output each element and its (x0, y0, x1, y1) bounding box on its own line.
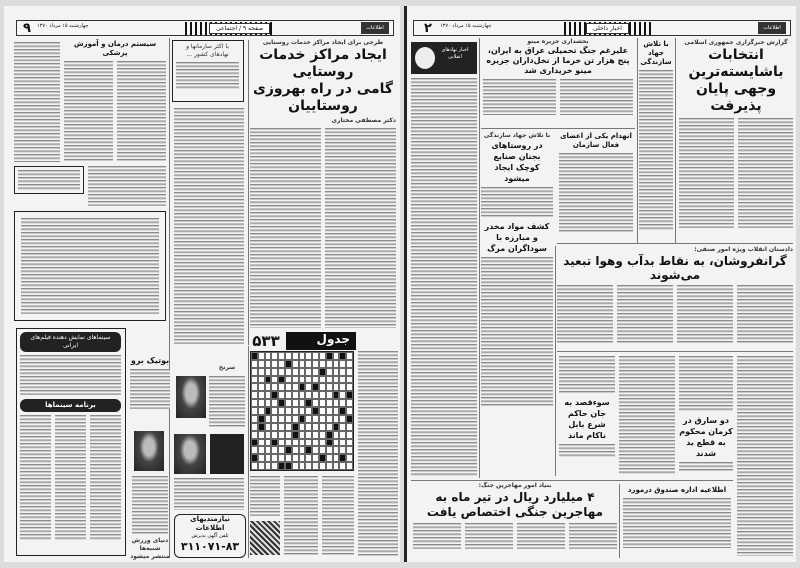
crossword-cell[interactable] (278, 415, 285, 423)
crossword-cell[interactable] (319, 391, 326, 399)
crossword-cell[interactable] (292, 454, 299, 462)
crossword-cell[interactable] (271, 415, 278, 423)
crossword-cell[interactable] (346, 415, 353, 423)
crossword-cell[interactable] (333, 446, 340, 454)
crossword-cell[interactable] (319, 352, 326, 360)
crossword-cell[interactable] (251, 431, 258, 439)
crossword-cell[interactable] (319, 407, 326, 415)
crossword-cell[interactable] (299, 407, 306, 415)
crossword-cell[interactable] (265, 439, 272, 447)
villages-story-headline: در روستاهای بجنان صنایع کوچک ایجاد میشود (491, 141, 543, 183)
crossword-cell[interactable] (292, 462, 299, 470)
price-story-headline: گرانفروشان، به نقاط بدآب وهوا تبعید می‌شوند (563, 254, 787, 282)
crossword-cell[interactable] (305, 391, 312, 399)
left-newspaper-page (4, 6, 400, 562)
crossword-cell[interactable] (299, 454, 306, 462)
crossword-cell[interactable] (312, 360, 319, 368)
crossword-cell[interactable] (305, 360, 312, 368)
lead-headline-1: انتخابات باشایسته‌ترین (688, 47, 784, 80)
crossword-cell[interactable] (278, 454, 285, 462)
date-line: چهارشنبه ۱۵ مرداد ۱۳۷۰ (37, 23, 89, 29)
crossword-cell[interactable] (278, 431, 285, 439)
crossword-cell[interactable] (333, 431, 340, 439)
crossword-cell[interactable] (278, 407, 285, 415)
crossword-cell[interactable] (326, 431, 333, 439)
crossword-cell[interactable] (346, 352, 353, 360)
crossword-cell[interactable] (271, 360, 278, 368)
crossword-cell[interactable] (265, 454, 272, 462)
crossword-cell[interactable] (285, 407, 292, 415)
crossword-cell[interactable] (346, 407, 353, 415)
crossword-title: جدول (286, 332, 356, 350)
crossword-cell[interactable] (265, 368, 272, 376)
photos-caption: سرنخ (218, 364, 236, 371)
crossword-cell[interactable] (271, 431, 278, 439)
crossword-cell[interactable] (312, 454, 319, 462)
crossword-cell[interactable] (278, 462, 285, 470)
lead-article-text (325, 128, 396, 328)
crossword-cell[interactable] (292, 446, 299, 454)
section-label: صفحه ۹ / اجتماعی (209, 23, 270, 34)
crossword-cell[interactable] (319, 431, 326, 439)
crossword-cell[interactable] (258, 368, 265, 376)
crossword-cell[interactable] (265, 462, 272, 470)
crossword-cell[interactable] (333, 423, 340, 431)
crossword-cell[interactable] (285, 446, 292, 454)
crossword-cell[interactable] (339, 454, 346, 462)
emblem-icon (415, 47, 435, 69)
crossword-cell[interactable] (299, 376, 306, 384)
sports-note: دنیای ورزش شنبه‌ها منتشر میشود (130, 537, 170, 560)
crossword-cell[interactable] (319, 415, 326, 423)
crossword-cell[interactable] (312, 415, 319, 423)
crossword-cell[interactable] (319, 399, 326, 407)
crossword-cell[interactable] (305, 439, 312, 447)
crossword-cell[interactable] (292, 383, 299, 391)
crossword-cell[interactable] (346, 360, 353, 368)
crossword-cell[interactable] (346, 376, 353, 384)
crossword-cell[interactable] (305, 399, 312, 407)
crossword-cell[interactable] (271, 462, 278, 470)
crossword-cell[interactable] (278, 446, 285, 454)
crossword-cell[interactable] (326, 446, 333, 454)
crossword-cell[interactable] (265, 423, 272, 431)
crossword-cell[interactable] (319, 423, 326, 431)
crossword-cell[interactable] (339, 360, 346, 368)
crossword-cell[interactable] (326, 423, 333, 431)
dates-story-headline: علیرغم جنگ تحمیلی عراق به ایران، پنج هزار تن خرما از نخل‌داران جزیره مینو خریداری شد (486, 46, 630, 75)
crossword-cell[interactable] (339, 376, 346, 384)
crossword-cell[interactable] (333, 399, 340, 407)
crossword-cell[interactable] (339, 399, 346, 407)
crossword-cell[interactable] (271, 376, 278, 384)
crossword-cell[interactable] (271, 454, 278, 462)
crossword-cell[interactable] (251, 415, 258, 423)
section-label: اخبار داخلی (586, 23, 629, 34)
column-headline: سیستم درمان و آموزش پزشکی (73, 40, 157, 57)
crossword-cell[interactable] (299, 391, 306, 399)
crossword-cell[interactable] (292, 391, 299, 399)
crossword-cell[interactable] (285, 431, 292, 439)
crossword-cell[interactable] (278, 391, 285, 399)
crossword-cell[interactable] (299, 352, 306, 360)
crossword-cell[interactable] (326, 399, 333, 407)
crossword-cell[interactable] (305, 352, 312, 360)
crossword-cell[interactable] (271, 439, 278, 447)
crossword-cell[interactable] (326, 391, 333, 399)
crossword-cell[interactable] (312, 368, 319, 376)
crossword-cell[interactable] (265, 399, 272, 407)
crossword-cell[interactable] (312, 352, 319, 360)
lead-headline-2: گامی در راه بهروزی روستاییان (252, 81, 394, 114)
crossword-cell[interactable] (326, 454, 333, 462)
crossword-cell[interactable] (326, 407, 333, 415)
revolutionary-bodies-logo-box: اخبار نهادهای انقلابی (411, 42, 477, 74)
crossword-cell[interactable] (258, 462, 265, 470)
byline: دکتر مصطفی مختاری (331, 117, 396, 124)
crossword-cell[interactable] (339, 431, 346, 439)
crossword-cell[interactable] (339, 423, 346, 431)
crossword-cell[interactable] (271, 368, 278, 376)
crossword-cell[interactable] (305, 407, 312, 415)
crossword-cell[interactable] (278, 399, 285, 407)
arrest-story-headline: انهدام یکی از اعضای فعال سازمان (560, 132, 632, 149)
crossword-cell[interactable] (299, 439, 306, 447)
crossword-cell[interactable] (292, 399, 299, 407)
portrait-photo (210, 434, 244, 474)
crossword-cell[interactable] (258, 352, 265, 360)
crossword-cell[interactable] (251, 423, 258, 431)
crossword-cell[interactable] (346, 431, 353, 439)
crossword-cell[interactable] (346, 439, 353, 447)
crossword-cell[interactable] (326, 462, 333, 470)
crossword-cell[interactable] (333, 383, 340, 391)
lead-kicker: طرحی برای ایجاد مراکز خدمات روستایی (262, 39, 384, 46)
crossword-cell[interactable] (265, 415, 272, 423)
crossword-cell[interactable] (305, 368, 312, 376)
crossword-cell[interactable] (285, 383, 292, 391)
crossword-cell[interactable] (258, 407, 265, 415)
notice-box (14, 166, 84, 194)
crossword-cell[interactable] (319, 376, 326, 384)
crossword-cell[interactable] (265, 360, 272, 368)
crossword-cell[interactable] (326, 383, 333, 391)
page-header (16, 20, 394, 36)
side-brief-headline: با تلاش جهاد سازندگی (640, 40, 672, 66)
arrest-story (559, 132, 633, 233)
page-number: ۹ (23, 21, 31, 36)
crossword-cell[interactable] (258, 399, 265, 407)
assassination-story-headline: سوءقصد به جان حاکم شرع بابل ناکام ماند (564, 398, 610, 440)
crossword-cell[interactable] (258, 376, 265, 384)
crossword-cell[interactable] (339, 439, 346, 447)
crossword-cell[interactable] (333, 360, 340, 368)
crossword-cell[interactable] (299, 368, 306, 376)
crossword-cell[interactable] (319, 462, 326, 470)
crossword-cell[interactable] (339, 383, 346, 391)
crossword-cell[interactable] (312, 399, 319, 407)
boutique-column (130, 356, 170, 409)
crossword-cell[interactable] (251, 462, 258, 470)
crossword-cell[interactable] (258, 423, 265, 431)
crossword-cell[interactable] (299, 360, 306, 368)
crossword-cell[interactable] (305, 446, 312, 454)
crossword-cell[interactable] (339, 462, 346, 470)
crossword-cell[interactable] (258, 391, 265, 399)
crossword-cell[interactable] (312, 376, 319, 384)
crossword-cell[interactable] (265, 407, 272, 415)
crossword-cell[interactable] (265, 446, 272, 454)
crossword-cell[interactable] (292, 376, 299, 384)
crossword-cell[interactable] (333, 407, 340, 415)
crossword-cell[interactable] (305, 454, 312, 462)
crossword-grid[interactable] (250, 351, 354, 471)
crossword-cell[interactable] (333, 368, 340, 376)
page-number: ۲ (424, 21, 432, 36)
crossword-cell[interactable] (326, 376, 333, 384)
portrait-photo (174, 434, 206, 474)
crossword-cell[interactable] (319, 383, 326, 391)
crossword-cell[interactable] (278, 423, 285, 431)
side-brief (639, 40, 673, 230)
crossword-cell[interactable] (326, 439, 333, 447)
crossword-cell[interactable] (292, 439, 299, 447)
crossword-cell[interactable] (305, 415, 312, 423)
crossword-cell[interactable] (278, 376, 285, 384)
crossword-cell[interactable] (319, 368, 326, 376)
crossword-cell[interactable] (285, 439, 292, 447)
right-newspaper-page (404, 6, 796, 562)
crossword-cell[interactable] (292, 423, 299, 431)
crossword-cell[interactable] (285, 391, 292, 399)
classifieds-ad: نیازمندیهای اطلاعات تلفن آگهی پذیرش ۳۱۱۰۷۱-۸۳ (174, 514, 246, 558)
crossword-cell[interactable] (285, 399, 292, 407)
crossword-cell[interactable] (319, 439, 326, 447)
crossword-cell[interactable] (265, 376, 272, 384)
crossword-cell[interactable] (271, 391, 278, 399)
crossword-cell[interactable] (251, 399, 258, 407)
crossword-cell[interactable] (292, 431, 299, 439)
crossword-cell[interactable] (346, 462, 353, 470)
crossword-cell[interactable] (278, 383, 285, 391)
crossword-cell[interactable] (305, 462, 312, 470)
crossword-cell[interactable] (285, 462, 292, 470)
theft-story (679, 356, 733, 472)
newspaper-logo: اطلاعات (361, 22, 389, 34)
crossword-cell[interactable] (251, 368, 258, 376)
crossword-cell[interactable] (346, 446, 353, 454)
crossword-cell[interactable] (265, 352, 272, 360)
condolence-notice (14, 211, 166, 321)
page-header (413, 20, 791, 36)
crossword-cell[interactable] (339, 352, 346, 360)
crossword-cell[interactable] (258, 431, 265, 439)
crossword-cell[interactable] (346, 383, 353, 391)
crossword-cell[interactable] (251, 439, 258, 447)
date-line: چهارشنبه ۱۵ مرداد ۱۳۷۰ (440, 23, 492, 29)
crossword-cell[interactable] (346, 454, 353, 462)
refugees-story-kicker: بنیاد امور مهاجرین جنگ: (478, 482, 552, 489)
crossword-cell[interactable] (251, 446, 258, 454)
crossword-cell[interactable] (326, 368, 333, 376)
crossword-cell[interactable] (299, 383, 306, 391)
crossword-cell[interactable] (312, 439, 319, 447)
crossword-cell[interactable] (258, 454, 265, 462)
crossword-cell[interactable] (285, 376, 292, 384)
crossword-cell[interactable] (339, 415, 346, 423)
crossword-cell[interactable] (333, 454, 340, 462)
crossword-cell[interactable] (265, 383, 272, 391)
crossword-cell[interactable] (271, 423, 278, 431)
price-story-kicker: دادستان انقلاب ویژه امور صنفی: (694, 246, 793, 253)
crossword-cell[interactable] (292, 415, 299, 423)
theft-story-headline: دو سارق در کرمان محکوم به قطع ید شدند (679, 416, 733, 458)
dates-story (483, 38, 633, 115)
crossword-cell[interactable] (251, 376, 258, 384)
crossword-cell[interactable] (319, 454, 326, 462)
crossword-cell[interactable] (251, 407, 258, 415)
lead-headline-2: وجهی پایان پذیرفت (695, 81, 777, 114)
crossword-cell[interactable] (339, 391, 346, 399)
refugees-story (413, 482, 617, 549)
fund-story (623, 486, 731, 548)
crossword-cell[interactable] (278, 360, 285, 368)
crossword-cell[interactable] (312, 462, 319, 470)
crossword-cell[interactable] (299, 446, 306, 454)
crossword-cell[interactable] (258, 415, 265, 423)
lead-kicker: گزارش خبرگزاری جمهوری اسلامی (684, 39, 788, 46)
crossword-cell[interactable] (258, 360, 265, 368)
lead-story (250, 39, 396, 328)
crossword-cell[interactable] (333, 439, 340, 447)
crossword-cell[interactable] (312, 391, 319, 399)
crossword-cell[interactable] (271, 352, 278, 360)
crossword-cell[interactable] (251, 360, 258, 368)
crossword-cell[interactable] (319, 360, 326, 368)
crossword-cell[interactable] (258, 446, 265, 454)
lead-headline-1: ایجاد مراکز خدمات روستایی (259, 47, 387, 80)
crossword-cell[interactable] (258, 383, 265, 391)
crossword-cell[interactable] (346, 391, 353, 399)
column-story (64, 40, 166, 161)
crossword-cell[interactable] (333, 352, 340, 360)
crossword-cell[interactable] (346, 423, 353, 431)
crossword-cell[interactable] (271, 399, 278, 407)
cinema-box-2-title: برنامه سینماها (20, 399, 121, 412)
crossword-cell[interactable] (258, 439, 265, 447)
crossword-cell[interactable] (305, 423, 312, 431)
crossword-cell[interactable] (271, 383, 278, 391)
crossword-cell[interactable] (312, 423, 319, 431)
crossword-cell[interactable] (339, 446, 346, 454)
villages-and-drugs-column (481, 132, 553, 407)
crossword-cell[interactable] (339, 407, 346, 415)
crossword-cell[interactable] (312, 407, 319, 415)
crossword-cell[interactable] (312, 446, 319, 454)
crossword-cell[interactable] (265, 431, 272, 439)
crossword-cell[interactable] (285, 454, 292, 462)
dates-story-kicker: بخشداری جزیره مینو (527, 38, 589, 45)
assassination-story (559, 356, 615, 458)
crossword-cell[interactable] (299, 415, 306, 423)
crossword-cell[interactable] (271, 446, 278, 454)
crossword-cell[interactable] (292, 407, 299, 415)
crossword-cell[interactable] (333, 462, 340, 470)
newspaper-logo: اطلاعات (758, 22, 786, 34)
cinema-listings (16, 328, 126, 556)
boxed-note: با اکثر سازمانها و نهادهای کشور ... (172, 40, 244, 102)
crossword-cell[interactable] (278, 352, 285, 360)
price-story (557, 246, 793, 343)
crossword-cell[interactable] (299, 462, 306, 470)
crossword-cell[interactable] (251, 391, 258, 399)
villages-story-kicker: با تلاش جهاد سازندگی (483, 132, 551, 139)
lead-story (679, 39, 793, 228)
crossword-cell[interactable] (292, 360, 299, 368)
crossword-cell[interactable] (299, 423, 306, 431)
crossword-cell[interactable] (285, 415, 292, 423)
crossword-cell[interactable] (285, 423, 292, 431)
crossword-cell[interactable] (299, 431, 306, 439)
crossword-number: ۵۳۳ (252, 332, 280, 350)
fund-story-headline: اطلاعیه اداره صندوق درمورد (627, 486, 727, 494)
puzzle-solution-image (250, 521, 280, 555)
crossword-cell[interactable] (285, 368, 292, 376)
crossword-cell[interactable] (299, 399, 306, 407)
crossword-cell[interactable] (251, 383, 258, 391)
portrait-photo (176, 376, 206, 418)
crossword-cell[interactable] (251, 352, 258, 360)
crossword-cell[interactable] (333, 415, 340, 423)
crossword-cell[interactable] (333, 376, 340, 384)
crossword-cell[interactable] (326, 415, 333, 423)
crossword-cell[interactable] (305, 376, 312, 384)
crossword-cell[interactable] (278, 368, 285, 376)
crossword-cell[interactable] (285, 352, 292, 360)
crossword-cell[interactable] (339, 368, 346, 376)
crossword-cell[interactable] (271, 407, 278, 415)
drugs-story-headline: کشف مواد مخدر و مبارزه با سوداگران مرگ (484, 222, 550, 253)
crossword-cell[interactable] (326, 360, 333, 368)
crossword-cell[interactable] (312, 383, 319, 391)
crossword-cell[interactable] (346, 399, 353, 407)
crossword-cell[interactable] (312, 431, 319, 439)
crossword-cell[interactable] (305, 383, 312, 391)
portrait-photo (134, 431, 164, 471)
crossword-cell[interactable] (265, 391, 272, 399)
crossword-cell[interactable] (292, 352, 299, 360)
crossword-cell[interactable] (278, 439, 285, 447)
crossword-cell[interactable] (333, 391, 340, 399)
crossword-cell[interactable] (319, 446, 326, 454)
crossword-cell[interactable] (326, 352, 333, 360)
crossword-cell[interactable] (251, 454, 258, 462)
cinema-box-1-title: سینماهای نمایش دهنده فیلم‌های ایرانی (20, 332, 121, 352)
crossword-cell[interactable] (346, 368, 353, 376)
crossword-cell[interactable] (285, 360, 292, 368)
refugees-story-headline: ۴ میلیارد ریال در تیر ماه به مهاجرین جنگی اختصاص یافت (426, 490, 604, 519)
boutique-ad: بوتیک برو (130, 356, 170, 365)
crossword-cell[interactable] (305, 431, 312, 439)
crossword-cell[interactable] (292, 368, 299, 376)
